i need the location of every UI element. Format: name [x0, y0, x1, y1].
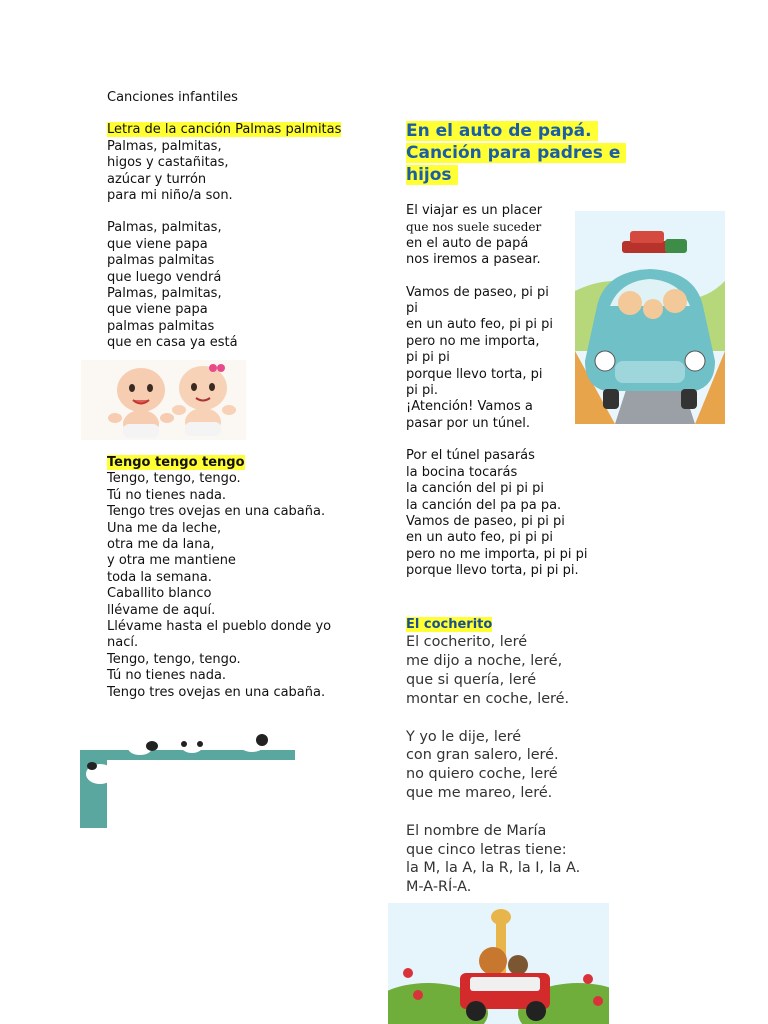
lyric-line: Vamos de paseo, pi pi pi: [406, 513, 565, 529]
lyric-line: pero no me importa, pi pi pi: [406, 546, 588, 562]
lyric-line: Y yo le dije, leré: [406, 728, 522, 745]
babies-icon: [81, 360, 246, 440]
song-title-palmas: Letra de la canción Palmas palmitas: [107, 122, 342, 138]
lyric-line: la M, la A, la R, la I, la A.: [406, 860, 581, 877]
lyric-line: que nos suele suceder: [406, 220, 542, 235]
lyric-line: Palmas, palmitas,: [107, 138, 222, 154]
document-title: Canciones infantiles: [107, 90, 238, 105]
lyric-line: Una me da leche,: [107, 520, 222, 536]
lyric-line: y otra me mantiene: [107, 553, 236, 569]
lyric-line: pi: [406, 301, 418, 317]
song-title-cocherito: El cocherito: [406, 617, 493, 632]
lyric-line: que viene papa: [107, 302, 208, 318]
lyric-line: El viajar es un placer: [406, 203, 543, 218]
lyric-line: El nombre de María: [406, 822, 547, 839]
lyric-line: Por el túnel pasarás: [406, 448, 535, 464]
lyric-line: la canción del pa pa pa.: [406, 497, 562, 513]
lyric-line: nací.: [107, 635, 139, 651]
lyric-line: azúcar y turrón: [107, 171, 207, 187]
lyric-line: Caballito blanco: [107, 586, 212, 602]
lyric-line: en el auto de papá: [406, 235, 529, 251]
lyric-line: porque llevo torta, pi pi pi.: [406, 563, 579, 579]
lyric-line: que me mareo, leré.: [406, 784, 553, 801]
lyric-line: porque llevo torta, pi: [406, 366, 543, 382]
lyric-line: que luego vendrá: [107, 269, 222, 285]
lyric-line: que si quería, leré: [406, 672, 537, 688]
lyric-line: no quiero coche, leré: [406, 766, 558, 783]
lyric-line: para mi niño/a son.: [107, 188, 233, 204]
lyric-line: que cinco letras tiene:: [406, 841, 567, 858]
lyric-line: pero no me importa,: [406, 333, 540, 349]
lyric-line: la canción del pi pi pi: [406, 481, 544, 497]
lyric-line: Tengo, tengo, tengo.: [107, 471, 241, 487]
lyric-line: palmas palmitas: [107, 318, 215, 334]
family-car-illustration: [575, 211, 725, 424]
lyric-line: ¡Atención! Vamos a: [406, 399, 533, 415]
song-title-auto: En el auto de papá. Canción para padres e hijos: [406, 120, 736, 186]
lyric-line: en un auto feo, pi pi pi: [406, 317, 554, 333]
lyric-line: M-A-RÍ-A.: [406, 879, 472, 896]
lyric-line: nos iremos a pasear.: [406, 252, 541, 268]
babies-illustration: [81, 360, 246, 440]
lyric-line: Tú no tienes nada.: [107, 668, 227, 684]
right-column-cocherito: [406, 617, 736, 897]
lyric-line: Tengo tres ovejas en una cabaña.: [107, 504, 326, 520]
song-title-tengo: Tengo tengo tengo: [107, 455, 245, 470]
lyric-line: toda la semana.: [107, 569, 212, 585]
lyric-line: me dijo a noche, leré,: [406, 653, 563, 670]
lyric-line: Palmas, palmitas,: [107, 286, 222, 302]
lyric-line: Llévame hasta el pueblo donde yo: [107, 619, 332, 635]
lyric-line: llévame de aquí.: [107, 602, 216, 618]
lyric-line: otra me da lana,: [107, 537, 215, 553]
left-column: [107, 90, 377, 352]
giraffe-car-icon: [388, 903, 609, 1024]
lyric-line: con gran salero, leré.: [406, 747, 559, 764]
lyric-line: pi pi pi: [406, 350, 450, 366]
lyric-line: que viene papa: [107, 236, 208, 252]
lyric-line: Tengo, tengo, tengo.: [107, 651, 241, 667]
jungle-car-illustration: [388, 903, 609, 1024]
lyric-line: la bocina tocarás: [406, 464, 518, 480]
lyric-line: Palmas, palmitas,: [107, 220, 222, 236]
left-column-song2: [107, 455, 377, 701]
lyric-line: en un auto feo, pi pi pi: [406, 530, 554, 546]
lyric-line: Tengo tres ovejas en una cabaña.: [107, 684, 326, 700]
lyric-line: El cocherito, leré: [406, 634, 528, 651]
lyric-line: palmas palmitas: [107, 253, 215, 269]
lyric-line: pasar por un túnel.: [406, 415, 531, 431]
lyric-line: Tú no tienes nada.: [107, 487, 227, 503]
lyric-line: pi pi.: [406, 383, 438, 399]
right-column: [406, 120, 736, 186]
lyric-line: Vamos de paseo, pi pi: [406, 284, 549, 300]
car-icon: [575, 211, 725, 424]
lyric-line: higos y castañitas,: [107, 155, 229, 171]
sheep-illustration: [80, 722, 295, 828]
lyric-line: montar en coche, leré.: [406, 690, 570, 707]
lyric-line: que en casa ya está: [107, 335, 238, 351]
right-column-auto-lyrics: [406, 203, 586, 580]
